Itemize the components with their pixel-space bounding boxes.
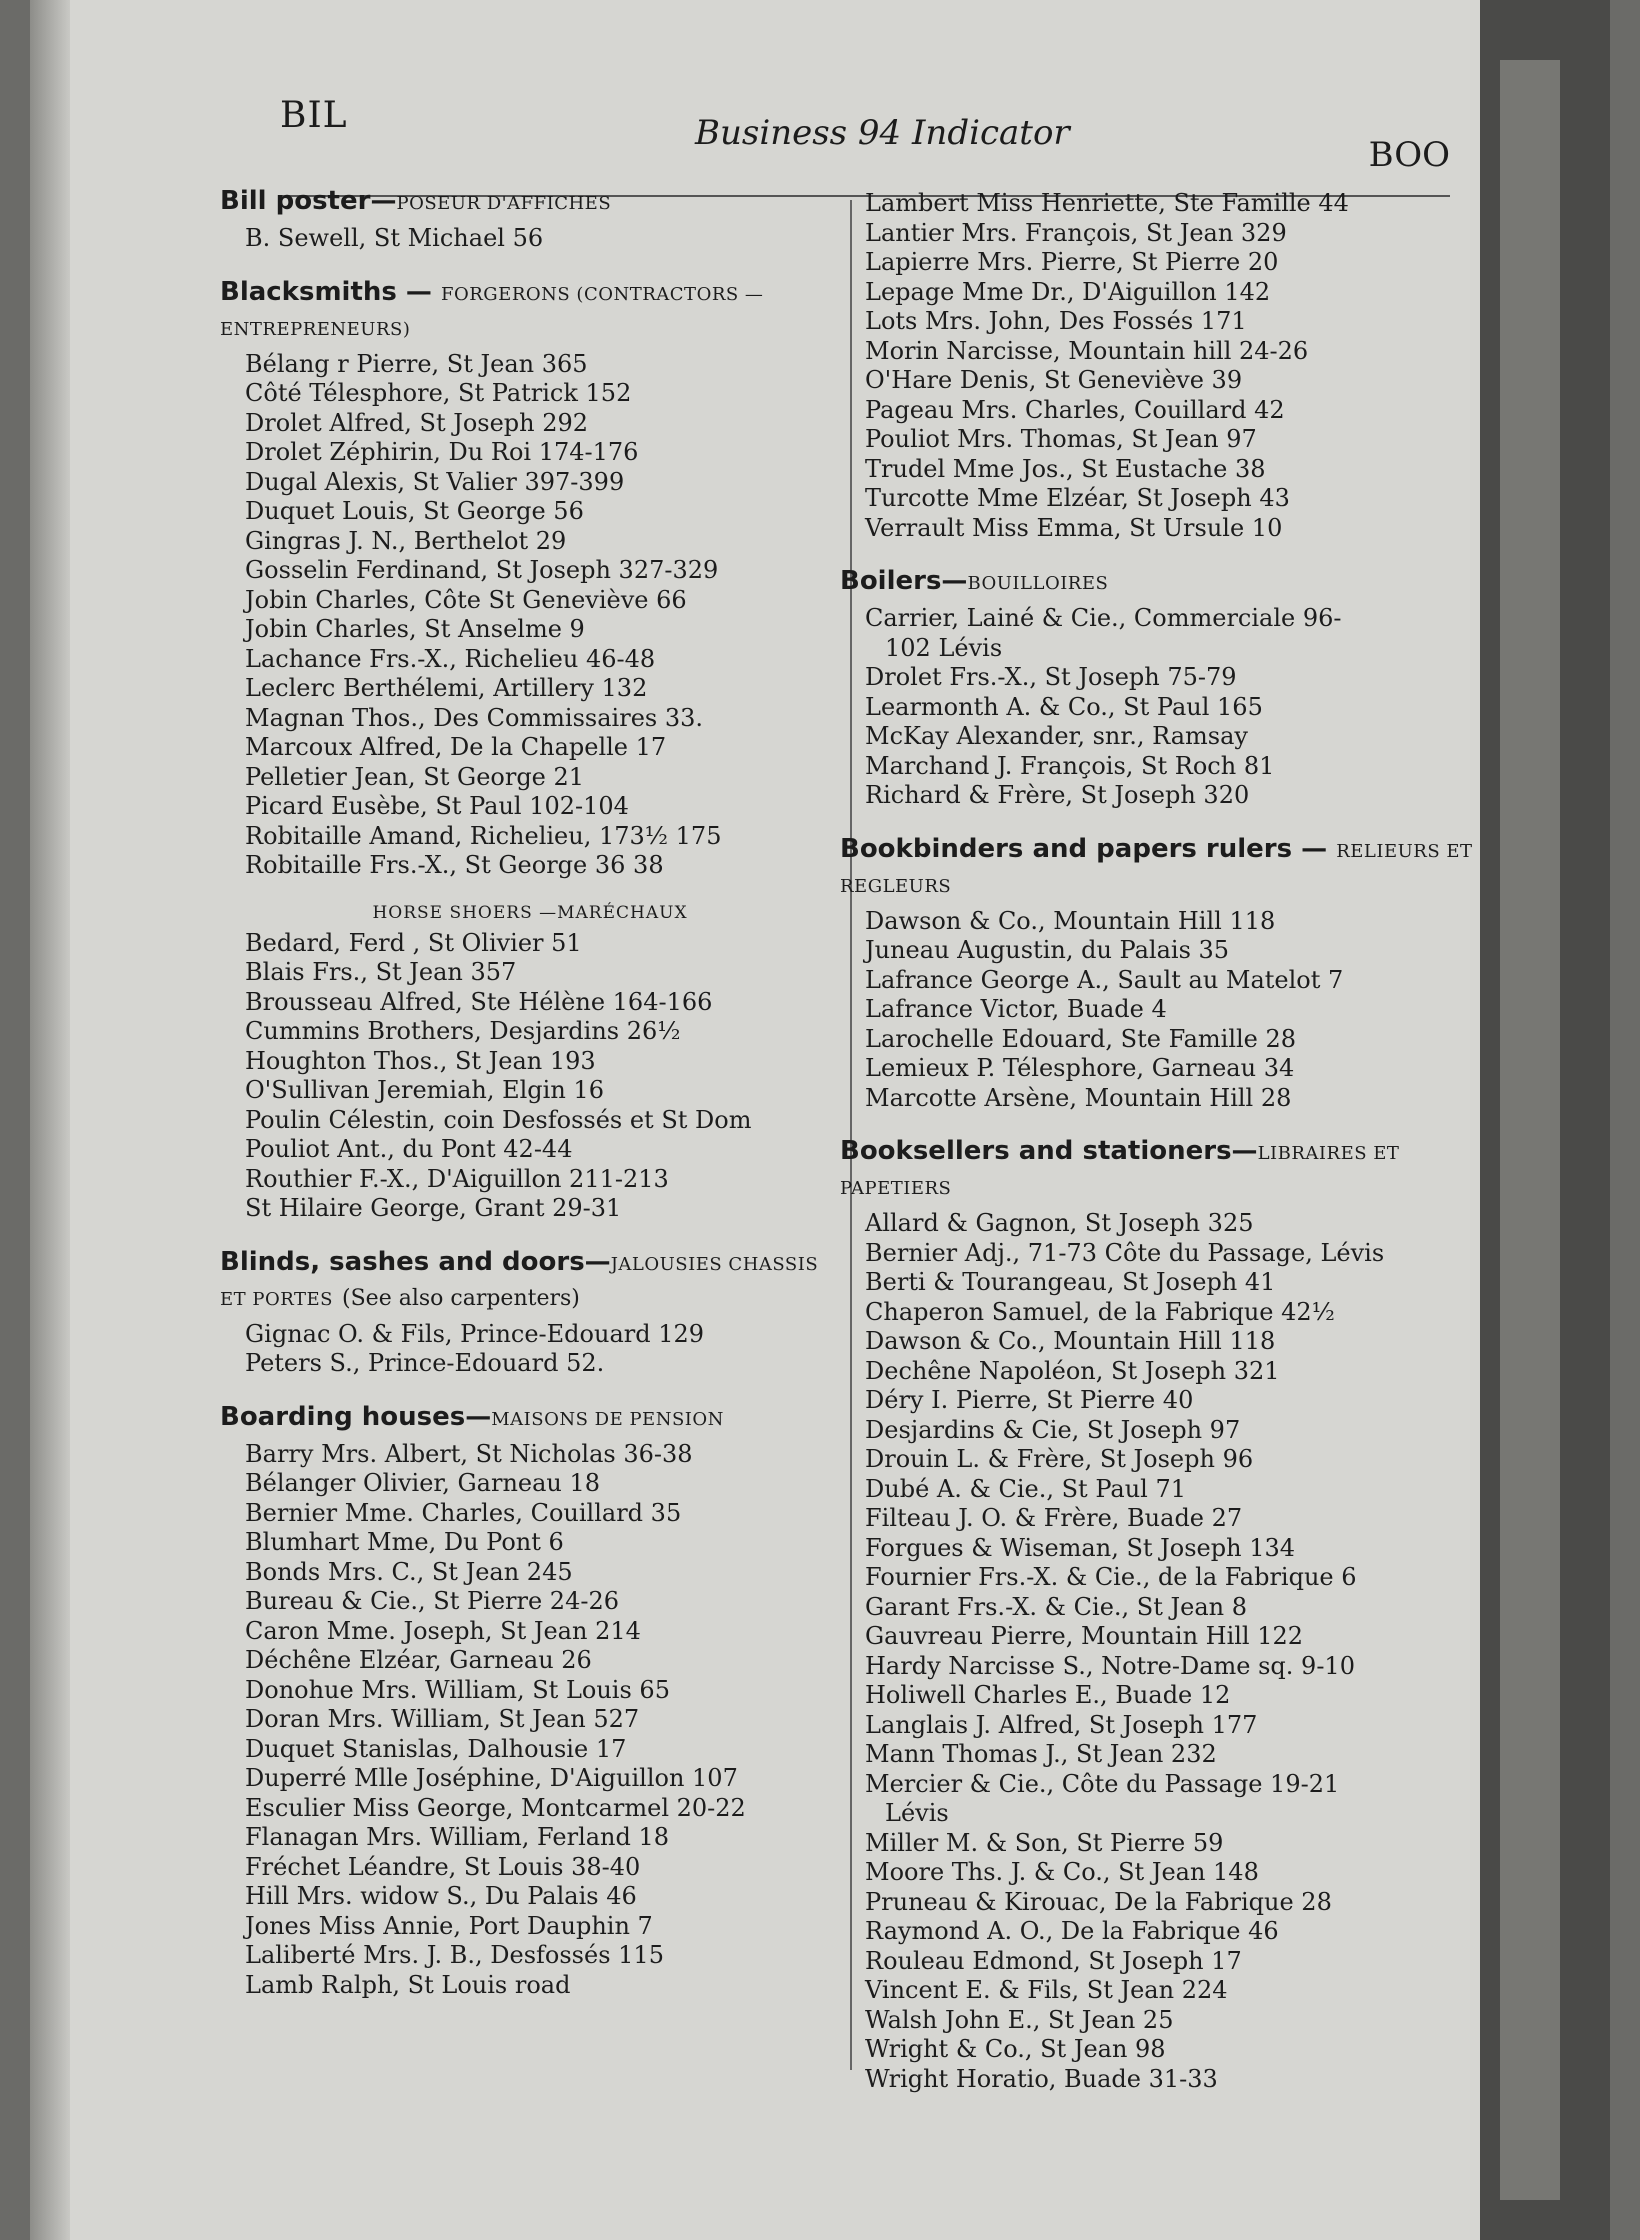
section-boarding-continued	[840, 189, 1480, 543]
directory-entry: Lachance Frs.-X., Richelieu 46-48	[245, 644, 656, 673]
directory-entry: Côté Télesphore, St Patrick 152	[245, 379, 632, 407]
directory-entry: 102 Lévis	[885, 633, 1003, 662]
directory-entry: St Hilaire George, Grant 29-31	[245, 1194, 622, 1222]
directory-entry: Robitaille Frs.-X., St George 36 38	[245, 851, 664, 879]
section-boarding-houses	[220, 1401, 840, 2001]
directory-entry: Wright & Co., St Jean 98	[865, 2035, 1166, 2063]
directory-entry: Lévis	[885, 1799, 949, 1827]
section-bookbinders	[840, 833, 1480, 1114]
directory-entry: Laliberté Mrs. J. B., Desfossés 115	[245, 1941, 664, 1969]
directory-entry: Drouin L. & Frère, St Joseph 96	[865, 1445, 1254, 1473]
directory-entry: Dechêne Napoléon, St Joseph 321	[865, 1356, 1280, 1385]
left-column	[220, 185, 840, 2022]
section-heading: Boarding houses—MAISONS DE PENSION	[220, 1401, 724, 1432]
directory-entry: Bélanger Olivier, Garneau 18	[245, 1469, 601, 1497]
directory-entry: O'Sullivan Jeremiah, Elgin 16	[245, 1076, 604, 1104]
section-heading: Bookbinders and papers rulers — RELIEURS ET REGLEURS	[840, 833, 1473, 897]
section-heading: Blinds, sashes and doors—JALOUSIES CHASSIS ET PORTES (See also carpenters)	[220, 1246, 819, 1311]
directory-entry: B. Sewell, St Michael 56	[245, 224, 544, 252]
directory-entry: Drolet Alfred, St Joseph 292	[245, 408, 589, 437]
directory-entry: Hill Mrs. widow S., Du Palais 46	[245, 1882, 637, 1910]
directory-entry: Pouliot Mrs. Thomas, St Jean 97	[865, 425, 1257, 453]
entry-list	[840, 604, 1480, 811]
directory-entry: Richard & Frère, St Joseph 320	[865, 781, 1250, 809]
directory-entry: Verrault Miss Emma, St Ursule 10	[865, 513, 1283, 542]
directory-entry: Gingras J. N., Berthelot 29	[245, 526, 567, 555]
directory-entry: Vincent E. & Fils, St Jean 224	[865, 1976, 1228, 2004]
directory-entry: Duperré Mlle Joséphine, D'Aiguillon 107	[245, 1764, 738, 1792]
directory-entry: Trudel Mme Jos., St Eustache 38	[865, 454, 1266, 483]
directory-entry: Garant Frs.-X. & Cie., St Jean 8	[865, 1592, 1247, 1621]
directory-entry: Rouleau Edmond, St Joseph 17	[865, 1946, 1242, 1975]
directory-entry: Dawson & Co., Mountain Hill 118	[865, 1327, 1276, 1355]
directory-entry: Walsh John E., St Jean 25	[865, 2005, 1174, 2034]
directory-entry: Holiwell Charles E., Buade 12	[865, 1681, 1231, 1709]
directory-entry: Blais Frs., St Jean 357	[245, 958, 517, 986]
entry-list	[220, 1320, 840, 1379]
directory-entry: Caron Mme. Joseph, St Jean 214	[245, 1616, 641, 1645]
directory-entry: Routhier F.-X., D'Aiguillon 211-213	[245, 1164, 669, 1193]
directory-entry: Gignac O. & Fils, Prince-Edouard 129	[245, 1319, 705, 1348]
directory-entry: Lapierre Mrs. Pierre, St Pierre 20	[865, 248, 1279, 276]
directory-entry: Pageau Mrs. Charles, Couillard 42	[865, 395, 1285, 424]
entry-list	[840, 1209, 1480, 2094]
directory-entry: Turcotte Mme Elzéar, St Joseph 43	[865, 484, 1290, 512]
directory-entry: Jones Miss Annie, Port Dauphin 7	[245, 1911, 653, 1940]
directory-entry: Carrier, Lainé & Cie., Commerciale 96-	[865, 604, 1342, 632]
directory-entry: Duquet Louis, St George 56	[245, 497, 584, 525]
directory-entry: Chaperon Samuel, de la Fabrique 42½	[865, 1297, 1335, 1326]
directory-entry: Gosselin Ferdinand, St Joseph 327-329	[245, 556, 719, 584]
directory-entry: Bernier Adj., 71-73 Côte du Passage, Lévis	[865, 1238, 1385, 1267]
directory-entry: Lots Mrs. John, Des Fossés 171	[865, 307, 1247, 335]
directory-entry: Barry Mrs. Albert, St Nicholas 36-38	[245, 1439, 693, 1468]
header-left-guide: BIL	[280, 95, 348, 136]
directory-entry: Cummins Brothers, Desjardins 26½	[245, 1017, 681, 1045]
entry-list	[220, 350, 840, 881]
directory-entry: Filteau J. O. & Frère, Buade 27	[865, 1504, 1243, 1532]
directory-entry: Déry I. Pierre, St Pierre 40	[865, 1386, 1194, 1414]
directory-entry: Lantier Mrs. François, St Jean 329	[865, 218, 1287, 247]
section-horse-shoers	[220, 903, 840, 1224]
directory-entry: Doran Mrs. William, St Jean 527	[245, 1705, 640, 1733]
directory-entry: Brousseau Alfred, Ste Hélène 164-166	[245, 987, 713, 1016]
directory-entry: Pelletier Jean, St George 21	[245, 762, 585, 791]
directory-entry: Lemieux P. Télesphore, Garneau 34	[865, 1054, 1295, 1082]
directory-entry: Learmonth A. & Co., St Paul 165	[865, 692, 1263, 721]
directory-entry: Bedard, Ferd , St Olivier 51	[245, 928, 582, 957]
directory-entry: Fournier Frs.-X. & Cie., de la Fabrique 6	[865, 1563, 1357, 1591]
directory-entry: Hardy Narcisse S., Notre-Dame sq. 9-10	[865, 1651, 1355, 1680]
directory-entry: Juneau Augustin, du Palais 35	[865, 936, 1230, 964]
page-header	[280, 95, 1450, 175]
directory-entry: Berti & Tourangeau, St Joseph 41	[865, 1268, 1276, 1296]
directory-entry: McKay Alexander, snr., Ramsay	[865, 722, 1248, 750]
section-bill-poster	[220, 185, 840, 254]
directory-entry: Lafrance Victor, Buade 4	[865, 995, 1167, 1023]
directory-entry: Peters S., Prince-Edouard 52.	[245, 1349, 605, 1377]
next-page-edge	[1500, 60, 1560, 2200]
directory-entry: Poulin Célestin, coin Desfossés et St Dom	[245, 1105, 752, 1134]
directory-entry: Marcotte Arsène, Mountain Hill 28	[865, 1083, 1292, 1112]
directory-entry: Lambert Miss Henriette, Ste Famille 44	[865, 189, 1349, 217]
directory-entry: Duquet Stanislas, Dalhousie 17	[245, 1734, 627, 1763]
directory-entry: Drolet Frs.-X., St Joseph 75-79	[865, 663, 1237, 691]
directory-entry: Pruneau & Kirouac, De la Fabrique 28	[865, 1887, 1332, 1916]
directory-entry: Morin Narcisse, Mountain hill 24-26	[865, 336, 1309, 365]
entry-list	[220, 1440, 840, 2001]
section-boilers	[840, 565, 1480, 811]
directory-entry: Bureau & Cie., St Pierre 24-26	[245, 1587, 619, 1615]
directory-entry: Donohue Mrs. William, St Louis 65	[245, 1675, 670, 1704]
directory-entry: Moore Ths. J. & Co., St Jean 148	[865, 1858, 1259, 1886]
directory-entry: O'Hare Denis, St Geneviève 39	[865, 366, 1243, 394]
directory-entry: Marcoux Alfred, De la Chapelle 17	[245, 733, 667, 761]
subsection-heading: HORSE SHOERS —MARÉCHAUX	[372, 902, 688, 923]
entry-list	[840, 189, 1480, 543]
directory-entry: Bonds Mrs. C., St Jean 245	[245, 1557, 573, 1586]
directory-entry: Déchêne Elzéar, Garneau 26	[245, 1646, 592, 1674]
directory-entry: Dawson & Co., Mountain Hill 118	[865, 906, 1276, 935]
directory-entry: Flanagan Mrs. William, Ferland 18	[245, 1823, 670, 1851]
section-blacksmiths	[220, 276, 840, 881]
directory-entry: Larochelle Edouard, Ste Famille 28	[865, 1024, 1297, 1053]
directory-entry: Lafrance George A., Sault au Matelot 7	[865, 965, 1344, 994]
directory-entry: Leclerc Berthélemi, Artillery 132	[245, 674, 648, 702]
directory-entry: Forgues & Wiseman, St Joseph 134	[865, 1533, 1296, 1562]
directory-entry: Robitaille Amand, Richelieu, 173½ 175	[245, 821, 722, 850]
entry-list	[220, 929, 840, 1224]
directory-entry: Esculier Miss George, Montcarmel 20-22	[245, 1793, 746, 1822]
header-title: Business 94 Indicator	[695, 113, 1070, 153]
directory-entry: Langlais J. Alfred, St Joseph 177	[865, 1710, 1258, 1739]
directory-entry: Jobin Charles, St Anselme 9	[245, 615, 585, 643]
directory-entry: Dubé A. & Cie., St Paul 71	[865, 1474, 1186, 1503]
directory-entry: Mann Thomas J., St Jean 232	[865, 1740, 1217, 1768]
section-heading: Booksellers and stationers—LIBRAIRES ET PAPETIERS	[840, 1136, 1400, 1199]
section-heading: Boilers—BOUILLOIRES	[840, 566, 1109, 596]
directory-entry: Bernier Mme. Charles, Couillard 35	[245, 1498, 682, 1527]
directory-entry: Houghton Thos., St Jean 193	[245, 1046, 596, 1075]
entry-list	[220, 224, 840, 254]
directory-entry: Mercier & Cie., Côte du Passage 19-21	[865, 1769, 1340, 1798]
directory-entry: Wright Horatio, Buade 31-33	[865, 2064, 1218, 2093]
binding-edge	[30, 0, 70, 2240]
directory-page	[30, 0, 1510, 2240]
directory-entry: Raymond A. O., De la Fabrique 46	[865, 1917, 1279, 1945]
directory-entry: Allard & Gagnon, St Joseph 325	[865, 1209, 1254, 1237]
directory-entry: Magnan Thos., Des Commissaires 33.	[245, 703, 704, 732]
directory-entry: Picard Eusèbe, St Paul 102-104	[245, 792, 629, 820]
directory-entry: Jobin Charles, Côte St Geneviève 66	[245, 585, 687, 614]
entry-list	[840, 907, 1480, 1114]
directory-entry: Gauvreau Pierre, Mountain Hill 122	[865, 1622, 1304, 1650]
header-right-guide: BOO	[1368, 135, 1450, 175]
directory-entry: Dugal Alexis, St Valier 397-399	[245, 467, 625, 496]
section-blinds	[220, 1246, 840, 1379]
directory-entry: Pouliot Ant., du Pont 42-44	[245, 1135, 573, 1163]
directory-entry: Drolet Zéphirin, Du Roi 174-176	[245, 438, 639, 466]
directory-entry: Miller M. & Son, St Pierre 59	[865, 1828, 1224, 1857]
section-booksellers	[840, 1135, 1480, 2094]
right-column	[840, 185, 1480, 2116]
directory-entry: Blumhart Mme, Du Pont 6	[245, 1528, 564, 1556]
directory-entry: Lepage Mme Dr., D'Aiguillon 142	[865, 277, 1271, 306]
directory-entry: Fréchet Léandre, St Louis 38-40	[245, 1852, 641, 1881]
directory-entry: Lamb Ralph, St Louis road	[245, 1970, 571, 1999]
directory-entry: Marchand J. François, St Roch 81	[865, 751, 1275, 780]
section-heading: Blacksmiths — FORGERONS (CONTRACTORS — ENTREPRENEURS)	[220, 276, 764, 340]
section-heading: Bill poster—POSEUR D'AFFICHES	[220, 186, 612, 216]
directory-entry: Bélang r Pierre, St Jean 365	[245, 349, 588, 378]
directory-entry: Desjardins & Cie, St Joseph 97	[865, 1415, 1241, 1444]
